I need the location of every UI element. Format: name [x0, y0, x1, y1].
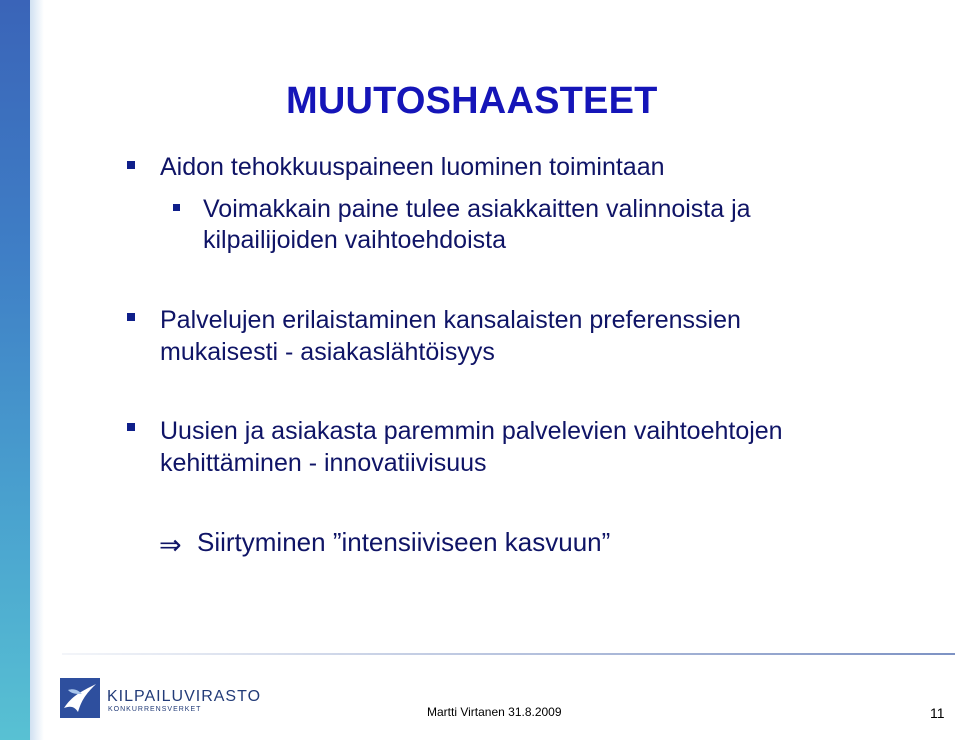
bullet-2-text-line-2: kilpailijoiden vaihtoehdoista — [203, 226, 506, 254]
square-bullet-icon — [127, 313, 135, 321]
footer-author-date: Martti Virtanen 31.8.2009 — [427, 705, 562, 719]
square-bullet-icon — [127, 161, 135, 169]
bullet-3-text-line-2: mukaisesti - asiakaslähtöisyys — [160, 338, 495, 366]
bullet-2-text-line-1: Voimakkain paine tulee asiakkaitten valinnoista ja — [203, 195, 751, 223]
decorative-sidebar — [0, 0, 30, 740]
bullet-3-text-line-1: Palvelujen erilaistaminen kansalaisten preferenssien — [160, 306, 741, 334]
bullet-4-text-line-1: Uusien ja asiakasta paremmin palvelevien vaihtoehtojen — [160, 417, 783, 445]
sidebar-glow — [30, 0, 44, 740]
square-sub-bullet-icon — [173, 204, 180, 211]
footer-divider — [62, 653, 955, 655]
bird-logo-icon — [60, 678, 100, 718]
implies-arrow-icon: ⇒ — [159, 530, 182, 561]
logo-wordmark: KILPAILUVIRASTO — [107, 688, 262, 705]
page-number: 11 — [930, 705, 945, 721]
logo-subtitle: KONKURRENSVERKET — [108, 706, 202, 713]
slide-title: MUUTOSHAASTEET — [286, 80, 658, 122]
conclusion-text: Siirtyminen ”intensiiviseen kasvuun” — [197, 527, 611, 557]
bullet-4-text-line-2: kehittäminen - innovatiivisuus — [160, 449, 487, 477]
square-bullet-icon — [127, 423, 135, 431]
bullet-1-text: Aidon tehokkuuspaineen luominen toimintaan — [160, 153, 665, 181]
